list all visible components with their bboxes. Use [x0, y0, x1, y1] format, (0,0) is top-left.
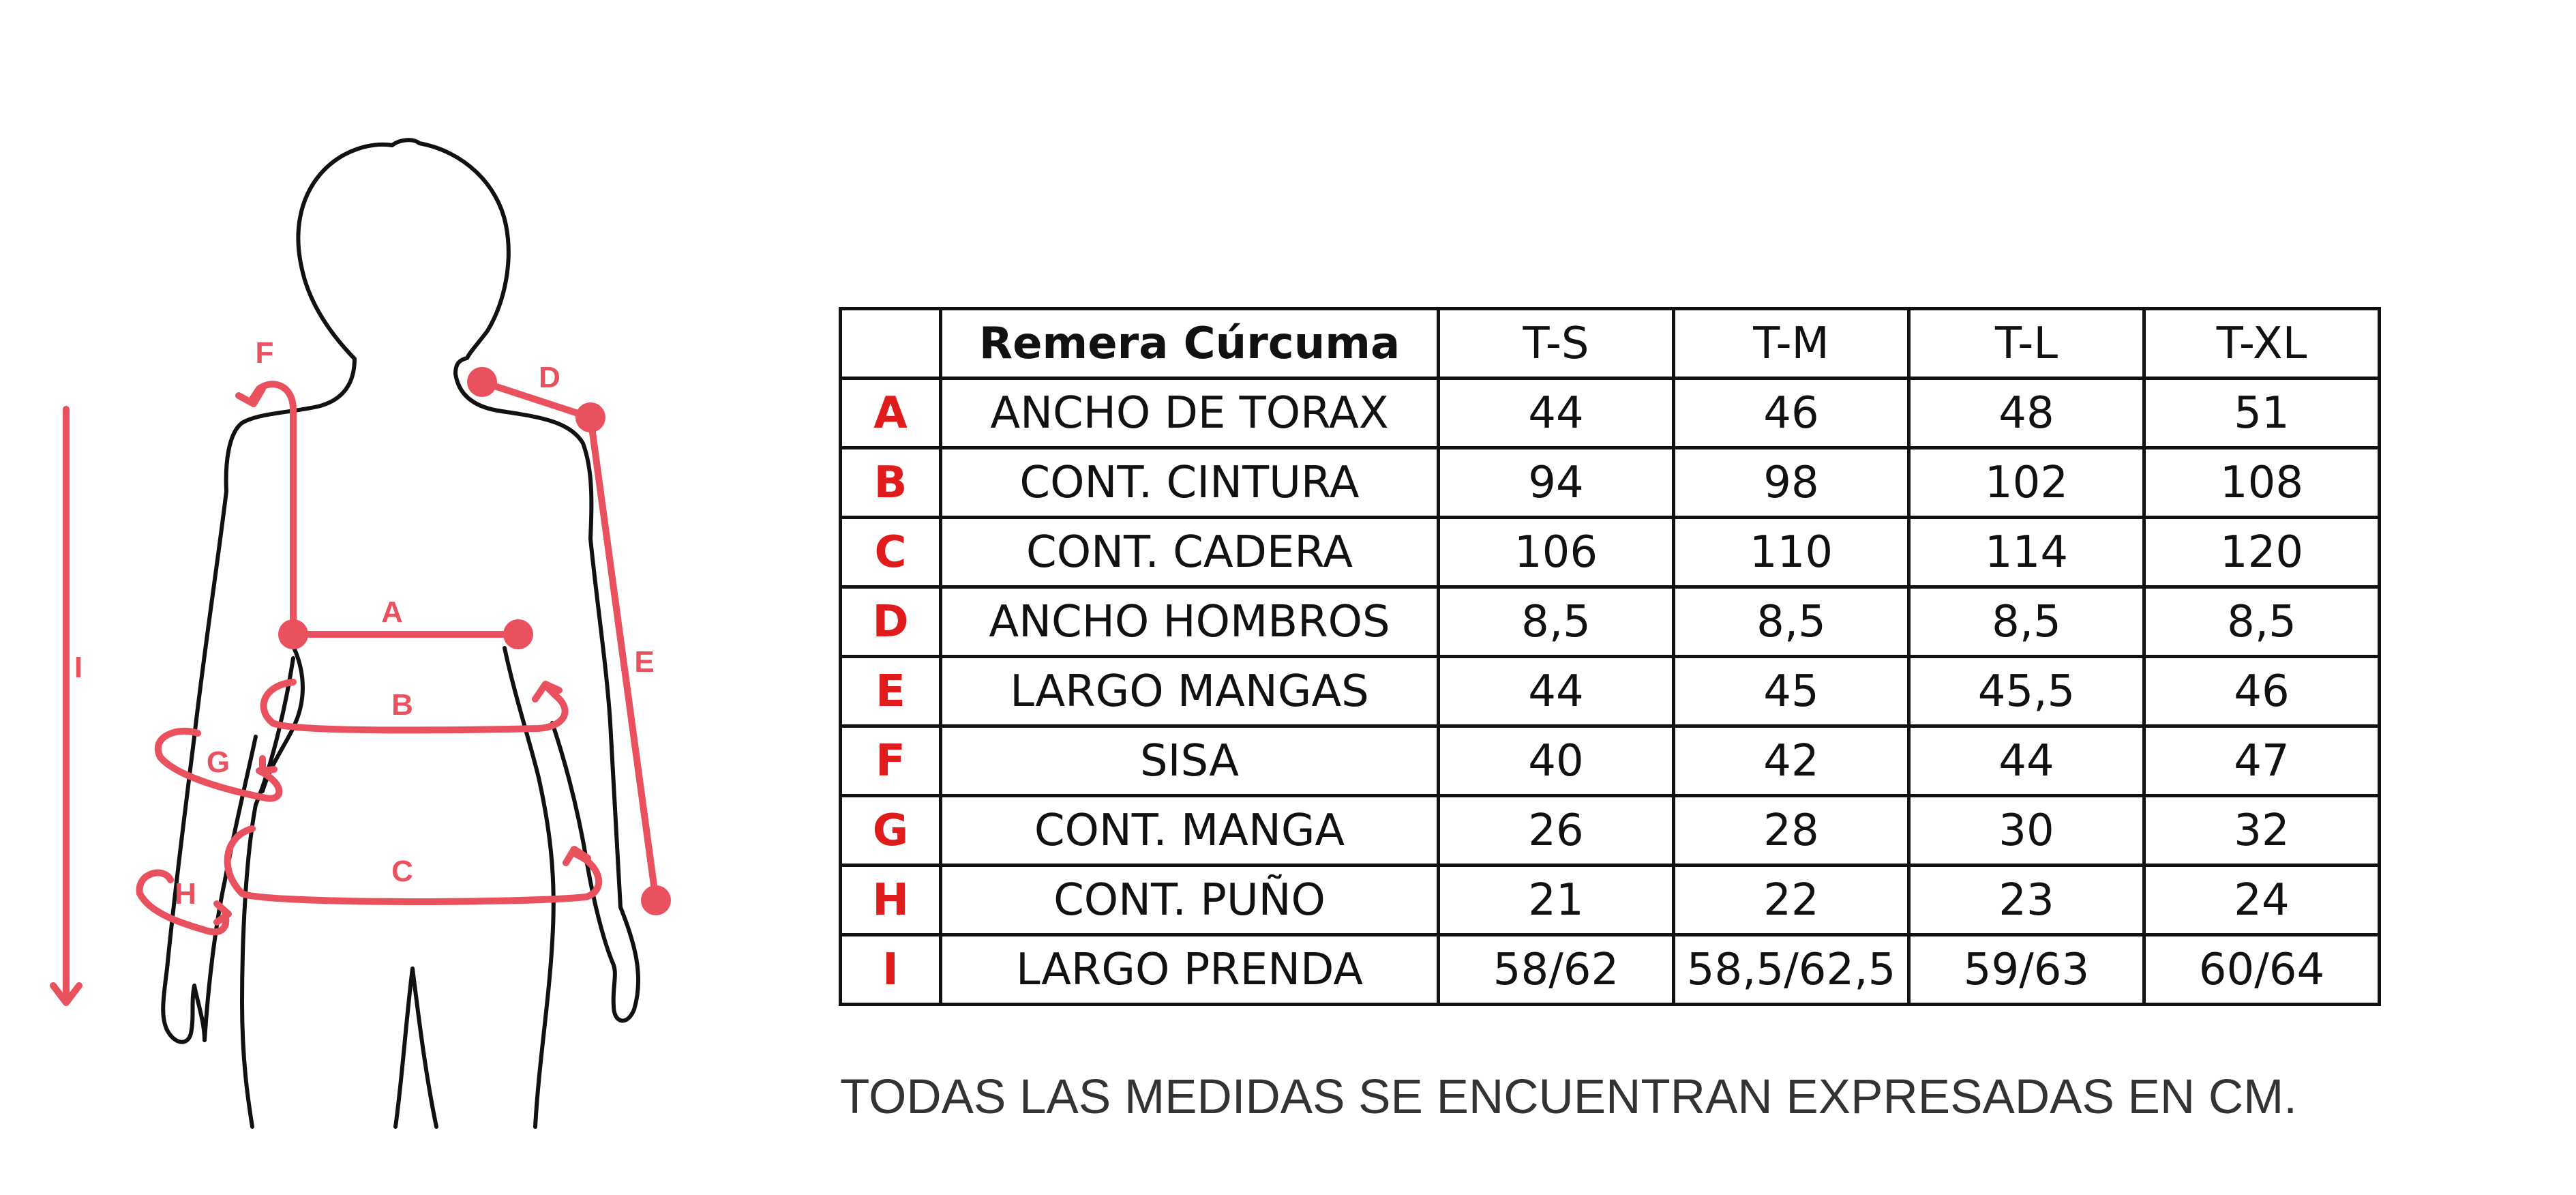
table-row	[841, 587, 2380, 657]
row-letter: I	[841, 935, 941, 1005]
value-cell: 48	[1909, 379, 2144, 448]
label-d: D	[539, 361, 560, 394]
measurement-dots	[278, 367, 671, 915]
value-cell: 22	[1674, 866, 1909, 935]
size-header-m: T-M	[1674, 309, 1909, 379]
table-row	[841, 657, 2380, 726]
label-g: G	[206, 746, 230, 779]
row-letter: C	[841, 518, 941, 587]
measure-name: ANCHO DE TORAX	[941, 379, 1439, 448]
value-cell: 44	[1439, 379, 1674, 448]
row-letter: G	[841, 796, 941, 866]
value-cell: 47	[2144, 726, 2380, 796]
row-letter: H	[841, 866, 941, 935]
table-header-row	[841, 309, 2380, 379]
value-cell: 120	[2144, 518, 2380, 587]
table-row	[841, 448, 2380, 518]
value-cell: 8,5	[1439, 587, 1674, 657]
value-cell: 94	[1439, 448, 1674, 518]
value-cell: 26	[1439, 796, 1674, 866]
value-cell: 45,5	[1909, 657, 2144, 726]
table-row	[841, 796, 2380, 866]
row-letter: A	[841, 379, 941, 448]
value-cell: 51	[2144, 379, 2380, 448]
value-cell: 21	[1439, 866, 1674, 935]
measurement-markers	[53, 382, 656, 1003]
measure-name: CONT. CADERA	[941, 518, 1439, 587]
value-cell: 114	[1909, 518, 2144, 587]
label-e: E	[634, 645, 655, 679]
body-measurement-diagram	[0, 0, 682, 1195]
value-cell: 44	[1909, 726, 2144, 796]
value-cell: 30	[1909, 796, 2144, 866]
value-cell: 8,5	[1674, 587, 1909, 657]
label-h: H	[175, 877, 196, 911]
value-cell: 110	[1674, 518, 1909, 587]
table-row	[841, 726, 2380, 796]
value-cell: 40	[1439, 726, 1674, 796]
value-cell: 44	[1439, 657, 1674, 726]
value-cell: 46	[2144, 657, 2380, 726]
value-cell: 98	[1674, 448, 1909, 518]
value-cell: 24	[2144, 866, 2380, 935]
row-letter: D	[841, 587, 941, 657]
row-letter: E	[841, 657, 941, 726]
value-cell: 60/64	[2144, 935, 2380, 1005]
size-chart-table	[839, 307, 2381, 1006]
value-cell: 58/62	[1439, 935, 1674, 1005]
table-row	[841, 518, 2380, 587]
label-c: C	[391, 855, 413, 888]
row-letter: F	[841, 726, 941, 796]
header-letter-cell	[841, 309, 941, 379]
value-cell: 59/63	[1909, 935, 2144, 1005]
measure-name: CONT. MANGA	[941, 796, 1439, 866]
row-letter: B	[841, 448, 941, 518]
measure-name: SISA	[941, 726, 1439, 796]
table-row	[841, 935, 2380, 1005]
value-cell: 32	[2144, 796, 2380, 866]
label-b: B	[391, 688, 413, 722]
size-header-l: T-L	[1909, 309, 2144, 379]
value-cell: 23	[1909, 866, 2144, 935]
value-cell: 46	[1674, 379, 1909, 448]
label-i: I	[74, 651, 83, 684]
measure-name: ANCHO HOMBROS	[941, 587, 1439, 657]
measure-name: LARGO MANGAS	[941, 657, 1439, 726]
value-cell: 42	[1674, 726, 1909, 796]
measure-name: CONT. PUÑO	[941, 866, 1439, 935]
units-footnote: TODAS LAS MEDIDAS SE ENCUENTRAN EXPRESADAS EN CM.	[840, 1070, 2298, 1124]
size-header-s: T-S	[1439, 309, 1674, 379]
size-header-xl: T-XL	[2144, 309, 2380, 379]
table-row	[841, 379, 2380, 448]
measure-name: LARGO PRENDA	[941, 935, 1439, 1005]
value-cell: 58,5/62,5	[1674, 935, 1909, 1005]
garment-title: Remera Cúrcuma	[941, 309, 1439, 379]
table-row	[841, 866, 2380, 935]
value-cell: 102	[1909, 448, 2144, 518]
label-a: A	[381, 595, 403, 629]
value-cell: 108	[2144, 448, 2380, 518]
value-cell: 8,5	[1909, 587, 2144, 657]
value-cell: 8,5	[2144, 587, 2380, 657]
label-f: F	[255, 336, 274, 370]
value-cell: 28	[1674, 796, 1909, 866]
value-cell: 106	[1439, 518, 1674, 587]
measure-name: CONT. CINTURA	[941, 448, 1439, 518]
value-cell: 45	[1674, 657, 1909, 726]
